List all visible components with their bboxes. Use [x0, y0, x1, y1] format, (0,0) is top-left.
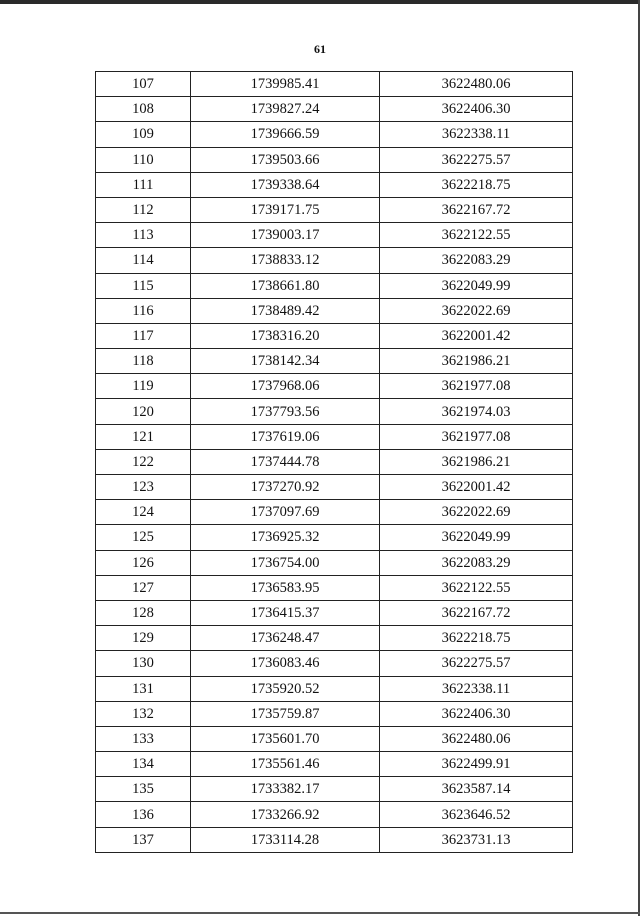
point-number-cell: 135	[96, 777, 191, 802]
point-number-cell: 112	[96, 197, 191, 222]
y-coordinate-cell: 3622001.42	[380, 323, 573, 348]
y-coordinate-cell: 3622122.55	[380, 223, 573, 248]
point-number-cell: 114	[96, 248, 191, 273]
y-coordinate-cell: 3621977.08	[380, 424, 573, 449]
y-coordinate-cell: 3622049.99	[380, 273, 573, 298]
point-number-cell: 122	[96, 449, 191, 474]
table-row	[96, 827, 573, 852]
table-row	[96, 449, 573, 474]
point-number-cell: 116	[96, 298, 191, 323]
point-number-cell: 120	[96, 399, 191, 424]
table-row	[96, 72, 573, 97]
y-coordinate-cell: 3622338.11	[380, 676, 573, 701]
x-coordinate-cell: 1736754.00	[191, 550, 380, 575]
table-row	[96, 122, 573, 147]
x-coordinate-cell: 1733382.17	[191, 777, 380, 802]
y-coordinate-cell: 3622275.57	[380, 651, 573, 676]
x-coordinate-cell: 1736925.32	[191, 525, 380, 550]
y-coordinate-cell: 3622022.69	[380, 298, 573, 323]
table-row	[96, 752, 573, 777]
x-coordinate-cell: 1737968.06	[191, 374, 380, 399]
point-number-cell: 109	[96, 122, 191, 147]
x-coordinate-cell: 1737270.92	[191, 475, 380, 500]
table-row	[96, 349, 573, 374]
x-coordinate-cell: 1736583.95	[191, 575, 380, 600]
x-coordinate-cell: 1738833.12	[191, 248, 380, 273]
x-coordinate-cell: 1739338.64	[191, 172, 380, 197]
x-coordinate-cell: 1735920.52	[191, 676, 380, 701]
table-row	[96, 323, 573, 348]
x-coordinate-cell: 1735561.46	[191, 752, 380, 777]
table-row	[96, 197, 573, 222]
point-number-cell: 107	[96, 72, 191, 97]
table-row	[96, 374, 573, 399]
table-row	[96, 701, 573, 726]
point-number-cell: 113	[96, 223, 191, 248]
coordinates-table-body	[96, 72, 573, 853]
point-number-cell: 110	[96, 147, 191, 172]
y-coordinate-cell: 3622499.91	[380, 752, 573, 777]
x-coordinate-cell: 1739827.24	[191, 97, 380, 122]
x-coordinate-cell: 1736083.46	[191, 651, 380, 676]
y-coordinate-cell: 3622001.42	[380, 475, 573, 500]
point-number-cell: 126	[96, 550, 191, 575]
table-row	[96, 298, 573, 323]
y-coordinate-cell: 3622218.75	[380, 626, 573, 651]
x-coordinate-cell: 1735601.70	[191, 726, 380, 751]
x-coordinate-cell: 1738489.42	[191, 298, 380, 323]
point-number-cell: 118	[96, 349, 191, 374]
x-coordinate-cell: 1737619.06	[191, 424, 380, 449]
table-row	[96, 223, 573, 248]
table-row	[96, 600, 573, 625]
table-row	[96, 550, 573, 575]
table-row	[96, 802, 573, 827]
point-number-cell: 130	[96, 651, 191, 676]
point-number-cell: 129	[96, 626, 191, 651]
x-coordinate-cell: 1738316.20	[191, 323, 380, 348]
y-coordinate-cell: 3621974.03	[380, 399, 573, 424]
table-row	[96, 575, 573, 600]
table-row	[96, 399, 573, 424]
point-number-cell: 125	[96, 525, 191, 550]
page-number: 61	[314, 42, 326, 56]
point-number-cell: 121	[96, 424, 191, 449]
y-coordinate-cell: 3622218.75	[380, 172, 573, 197]
x-coordinate-cell: 1736415.37	[191, 600, 380, 625]
point-number-cell: 108	[96, 97, 191, 122]
table-row	[96, 651, 573, 676]
table-row	[96, 726, 573, 751]
x-coordinate-cell: 1739503.66	[191, 147, 380, 172]
x-coordinate-cell: 1733114.28	[191, 827, 380, 852]
y-coordinate-cell: 3622083.29	[380, 550, 573, 575]
y-coordinate-cell: 3622083.29	[380, 248, 573, 273]
point-number-cell: 123	[96, 475, 191, 500]
point-number-cell: 111	[96, 172, 191, 197]
point-number-cell: 131	[96, 676, 191, 701]
point-number-cell: 136	[96, 802, 191, 827]
point-number-cell: 124	[96, 500, 191, 525]
table-row	[96, 777, 573, 802]
table-row	[96, 626, 573, 651]
y-coordinate-cell: 3621986.21	[380, 349, 573, 374]
x-coordinate-cell: 1737097.69	[191, 500, 380, 525]
x-coordinate-cell: 1737793.56	[191, 399, 380, 424]
table-row	[96, 273, 573, 298]
x-coordinate-cell: 1738142.34	[191, 349, 380, 374]
x-coordinate-cell: 1735759.87	[191, 701, 380, 726]
y-coordinate-cell: 3622406.30	[380, 97, 573, 122]
y-coordinate-cell: 3622167.72	[380, 197, 573, 222]
x-coordinate-cell: 1738661.80	[191, 273, 380, 298]
point-number-cell: 132	[96, 701, 191, 726]
x-coordinate-cell: 1739003.17	[191, 223, 380, 248]
y-coordinate-cell: 3623587.14	[380, 777, 573, 802]
table-row	[96, 475, 573, 500]
point-number-cell: 134	[96, 752, 191, 777]
point-number-cell: 133	[96, 726, 191, 751]
x-coordinate-cell: 1737444.78	[191, 449, 380, 474]
y-coordinate-cell: 3622480.06	[380, 72, 573, 97]
x-coordinate-cell: 1739171.75	[191, 197, 380, 222]
y-coordinate-cell: 3622022.69	[380, 500, 573, 525]
y-coordinate-cell: 3622406.30	[380, 701, 573, 726]
y-coordinate-cell: 3622122.55	[380, 575, 573, 600]
table-row	[96, 676, 573, 701]
y-coordinate-cell: 3622167.72	[380, 600, 573, 625]
y-coordinate-cell: 3623646.52	[380, 802, 573, 827]
point-number-cell: 117	[96, 323, 191, 348]
table-row	[96, 500, 573, 525]
point-number-cell: 128	[96, 600, 191, 625]
x-coordinate-cell: 1733266.92	[191, 802, 380, 827]
table-row	[96, 248, 573, 273]
y-coordinate-cell: 3622049.99	[380, 525, 573, 550]
x-coordinate-cell: 1736248.47	[191, 626, 380, 651]
table-row	[96, 147, 573, 172]
point-number-cell: 115	[96, 273, 191, 298]
table-row	[96, 424, 573, 449]
x-coordinate-cell: 1739666.59	[191, 122, 380, 147]
point-number-cell: 137	[96, 827, 191, 852]
coordinates-table	[95, 71, 573, 853]
y-coordinate-cell: 3623731.13	[380, 827, 573, 852]
y-coordinate-cell: 3622480.06	[380, 726, 573, 751]
scan-edge-top	[0, 0, 640, 4]
y-coordinate-cell: 3621986.21	[380, 449, 573, 474]
table-row	[96, 97, 573, 122]
y-coordinate-cell: 3622275.57	[380, 147, 573, 172]
point-number-cell: 127	[96, 575, 191, 600]
scan-edge-bottom	[0, 912, 640, 914]
table-row	[96, 525, 573, 550]
y-coordinate-cell: 3622338.11	[380, 122, 573, 147]
x-coordinate-cell: 1739985.41	[191, 72, 380, 97]
point-number-cell: 119	[96, 374, 191, 399]
y-coordinate-cell: 3621977.08	[380, 374, 573, 399]
table-row	[96, 172, 573, 197]
